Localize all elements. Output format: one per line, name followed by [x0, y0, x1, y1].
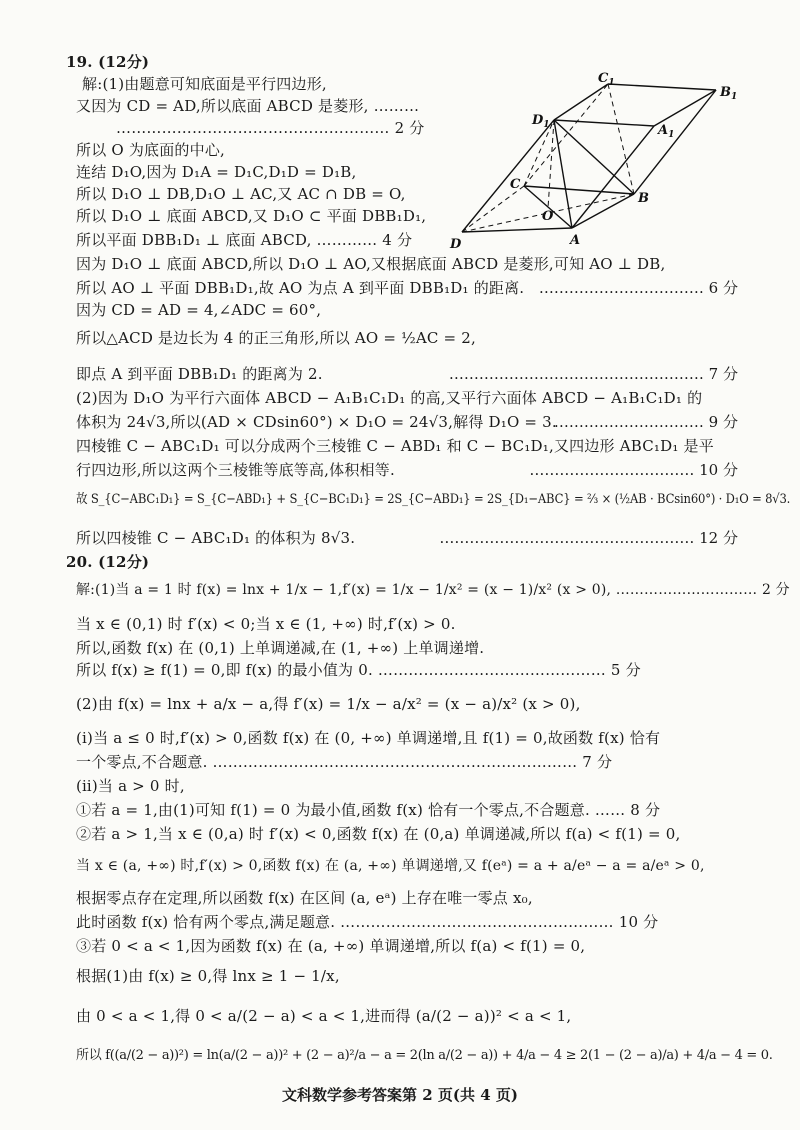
q20-line-9: ①若 a = 1,由(1)可知 f(1) = 0 为最小值,函数 f(x) 恰有一个零点,不合题意. …… 8 分 — [76, 801, 661, 819]
q19-header: 19. (12分) — [66, 53, 150, 71]
label-b: B — [638, 191, 649, 206]
q20-line-4: 所以 f(x) ≥ f(1) = 0,即 f(x) 的最小值为 0. ……………………………………… 5 分 — [76, 661, 641, 679]
edge-c-b — [524, 186, 634, 194]
q20-line-6: (ⅰ)当 a ≤ 0 时,f′(x) > 0,函数 f(x) 在 (0, +∞) 单调递增,且 f(1) = 0,故函数 f(x) 恰有 — [76, 729, 661, 747]
edge-b1-a1 — [654, 90, 716, 126]
q19-line-15: 体积为 24√3,所以(AD × CDsin60°) × D₁O = 24√3,解得 D₁O = 3. — [76, 413, 557, 431]
label-c: C — [510, 177, 521, 192]
q19-line-14: (2)因为 D₁O 为平行六面体 ABCD − A₁B₁C₁D₁ 的高,又平行六面体 ABCD − A₁B₁C₁D₁ 的 — [76, 389, 703, 407]
q19-line-10: 所以 AO ⊥ 平面 DBB₁D₁,故 AO 为点 A 到平面 DBB₁D₁ 的距离. — [76, 279, 525, 297]
q19-line-17: 行四边形,所以这两个三棱锥等底等高,体积相等. — [76, 461, 395, 479]
q19-line-7: 所以 D₁O ⊥ 底面 ABCD,又 D₁O ⊂ 平面 DBB₁D₁, — [76, 207, 427, 225]
q20-line-11: 当 x ∈ (a, +∞) 时,f′(x) > 0,函数 f(x) 在 (a, +∞) 单调递增,又 f(eᵃ) = a + a/eᵃ − a = a/eᵃ > 0, — [76, 858, 705, 874]
parallelepiped-figure — [448, 68, 748, 254]
hidden-c-c1 — [524, 84, 608, 186]
edge-d1-a1 — [554, 120, 654, 126]
q20-line-17: 所以 f((a/(2 − a))²) = ln(a/(2 − a))² + (2 − a)²/a − a = 2(ln a/(2 − a)) + 4/a − 4 ≥ 2(1 − (2 − a)/a) + 4/a − 4 = 0. — [76, 1048, 773, 1063]
edge-d-a — [462, 228, 572, 232]
q19-score-12: …………………………………………… 12 分 — [439, 529, 738, 547]
q20-line-3: 所以,函数 f(x) 在 (0,1) 上单调递减,在 (1, +∞) 上单调递增. — [76, 639, 485, 657]
label-d1: $D_1$ — [532, 113, 550, 130]
q19-line-19: 所以四棱锥 C − ABC₁D₁ 的体积为 8√3. — [76, 529, 356, 547]
edge-a1-a — [572, 126, 654, 228]
q20-line-2: 当 x ∈ (0,1) 时 f′(x) < 0;当 x ∈ (1, +∞) 时,f′(x) > 0. — [76, 615, 456, 633]
label-c1: $C_1$ — [598, 71, 615, 88]
q20-line-1: 解:(1)当 a = 1 时 f(x) = lnx + 1/x − 1,f′(x) = 1/x − 1/x² = (x − 1)/x² (x > 0), ………………………… 2 分 — [76, 582, 790, 598]
edge-c1-b1 — [608, 84, 716, 90]
q19-line-1: 解:(1)由题意可知底面是平行四边形, — [82, 75, 327, 93]
label-d: D — [450, 237, 462, 252]
q19-line-4: 所以 O 为底面的中心, — [76, 141, 226, 159]
q19-line-9: 因为 D₁O ⊥ 底面 ABCD,所以 D₁O ⊥ AO,又根据底面 ABCD 是菱形,可知 AO ⊥ DB, — [76, 255, 666, 273]
q20-line-16: 由 0 < a < 1,得 0 < a/(2 − a) < a < 1,进而得 (a/(2 − a))² < a < 1, — [76, 1007, 572, 1025]
q19-line-13: 即点 A 到平面 DBB₁D₁ 的距离为 2. — [76, 365, 323, 383]
q19-line-2: 又因为 CD = AD,所以底面 ABCD 是菱形, ……… — [76, 97, 420, 115]
page-footer: 文科数学参考答案第 2 页(共 4 页) — [282, 1086, 518, 1104]
label-a: A — [570, 233, 581, 248]
q19-score-10: …………………………… 10 分 — [529, 461, 738, 479]
edge-a-b — [572, 194, 634, 228]
hidden-d1-o — [548, 120, 554, 208]
q19-line-3: ……………………………………………… 2 分 — [116, 119, 425, 137]
label-a1: $A_1$ — [658, 123, 675, 140]
q20-line-10: ②若 a > 1,当 x ∈ (0,a) 时 f′(x) < 0,函数 f(x) 在 (0,a) 单调递减,所以 f(a) < f(1) = 0, — [76, 825, 681, 843]
q19-line-5: 连结 D₁O,因为 D₁A = D₁C,D₁D = D₁B, — [76, 163, 357, 181]
edge-d1-a — [554, 120, 572, 228]
q20-line-13: 此时函数 f(x) 恰有两个零点,满足题意. ……………………………………………… 10 分 — [76, 913, 659, 931]
q19-score-7: …………………………………………… 7 分 — [448, 365, 738, 383]
q19-line-11: 因为 CD = AD = 4,∠ADC = 60°, — [76, 301, 322, 319]
q19-line-16: 四棱锥 C − ABC₁D₁ 可以分成两个三棱锥 C − ABD₁ 和 C − BC₁D₁,又四边形 ABC₁D₁ 是平 — [76, 437, 714, 455]
q19-line-18: 故 S_{C−ABC₁D₁} = S_{C−ABD₁} + S_{C−BC₁D₁} = 2S_{C−ABD₁} = 2S_{D₁−ABC} = ⅔ × (½AB · BCsin60°) · D₁O = 8√3. — [76, 492, 791, 507]
q20-line-15: 根据(1)由 f(x) ≥ 0,得 lnx ≥ 1 − 1/x, — [76, 967, 340, 985]
q20-line-8: (ⅱ)当 a > 0 时, — [76, 777, 185, 795]
edge-d1-c1 — [554, 84, 608, 120]
q20-line-7: 一个零点,不合题意. ……………………………………………………………… 7 分 — [76, 753, 613, 771]
q19-line-8: 所以平面 DBB₁D₁ ⊥ 底面 ABCD, ………… 4 分 — [76, 231, 413, 249]
q20-line-12: 根据零点存在定理,所以函数 f(x) 在区间 (a, eᵃ) 上存在唯一零点 x₀, — [76, 889, 533, 907]
q20-line-5: (2)由 f(x) = lnx + a/x − a,得 f′(x) = 1/x − a/x² = (x − a)/x² (x > 0), — [76, 695, 581, 713]
edge-d1-b — [554, 120, 634, 194]
edge-b1-b — [634, 90, 716, 194]
q20-header: 20. (12分) — [66, 553, 150, 571]
q19-line-12: 所以△ACD 是边长为 4 的正三角形,所以 AO = ½AC = 2, — [76, 329, 476, 347]
label-b1: $B_1$ — [720, 85, 738, 102]
q20-line-14: ③若 0 < a < 1,因为函数 f(x) 在 (a, +∞) 单调递增,所以 f(a) < f(1) = 0, — [76, 937, 586, 955]
label-o: O — [542, 209, 554, 224]
q19-score-6: …………………………… 6 分 — [538, 279, 738, 297]
q19-score-9: ………………………… 9 分 — [553, 413, 738, 431]
q19-line-6: 所以 D₁O ⊥ DB,D₁O ⊥ AC,又 AC ∩ DB = O, — [76, 185, 406, 203]
edge-d1-d — [462, 120, 554, 232]
